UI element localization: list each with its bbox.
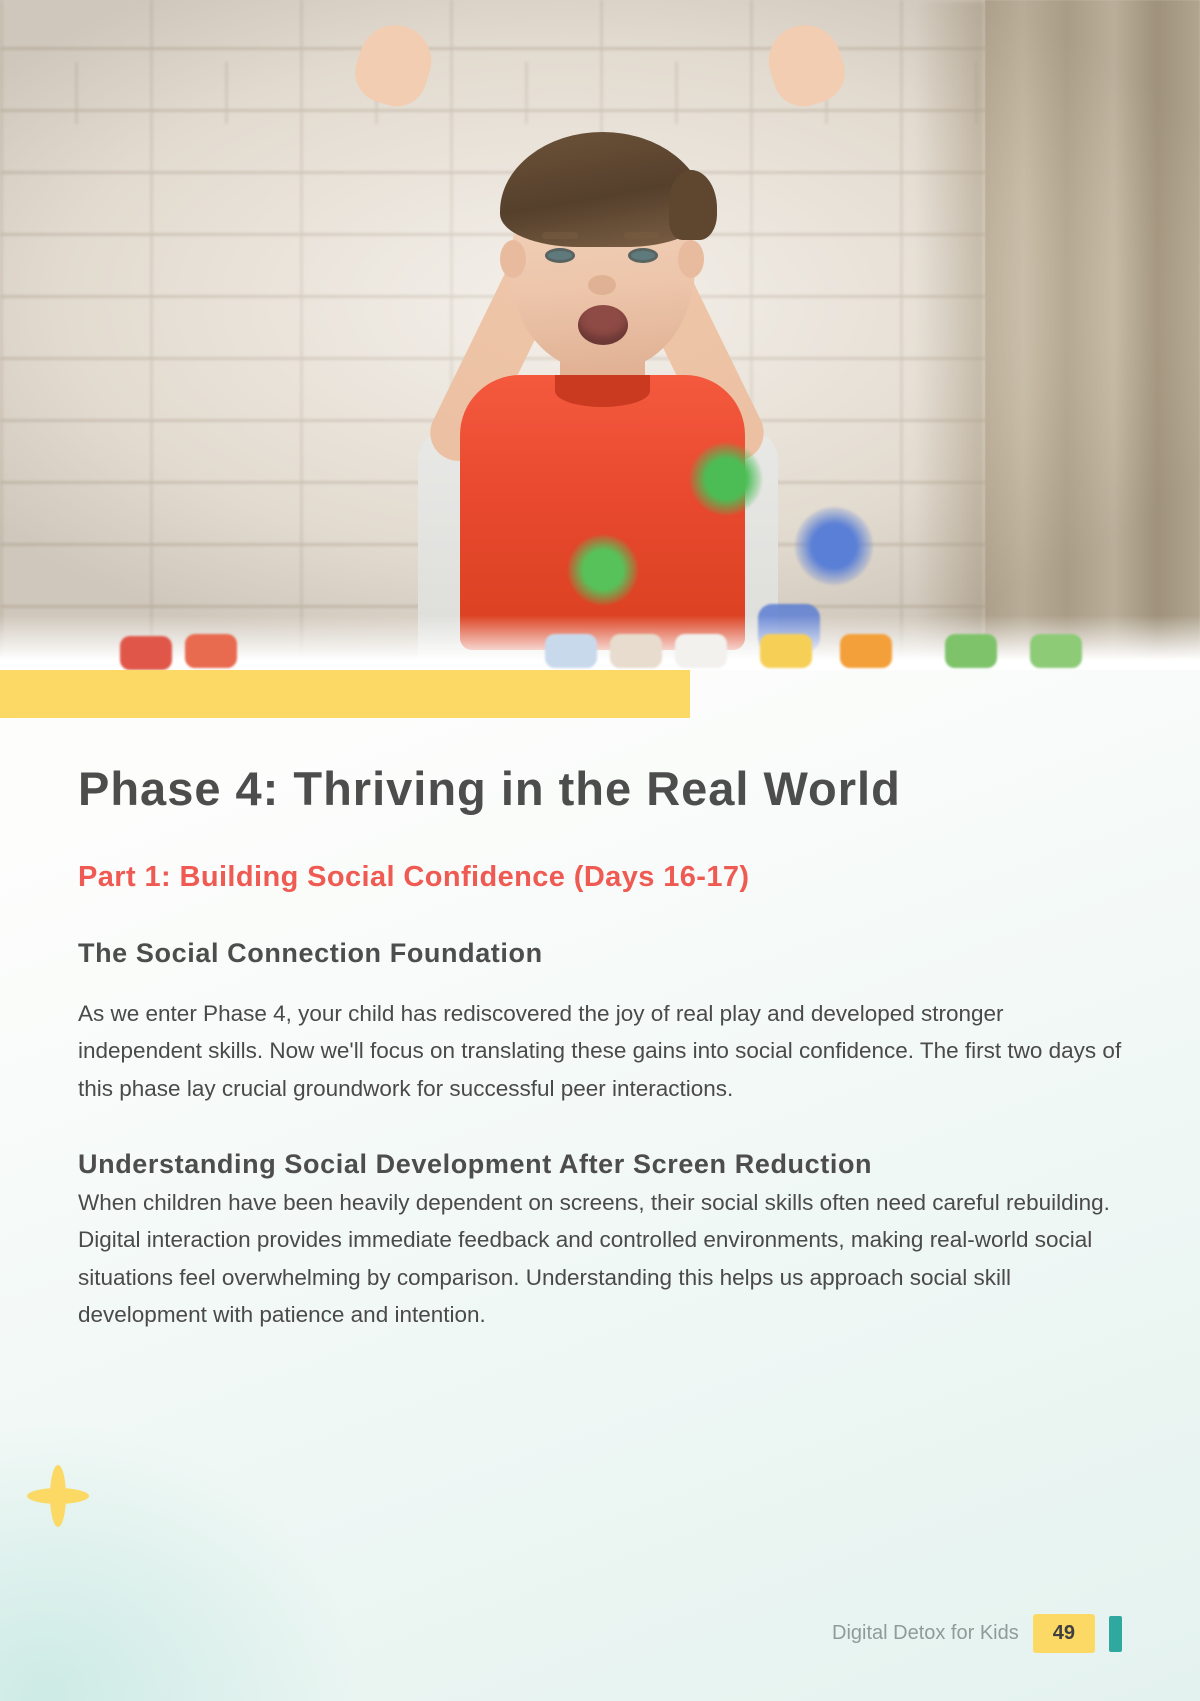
right-ear (678, 240, 704, 278)
page-title: Phase 4: Thriving in the Real World (78, 762, 901, 815)
yellow-accent-bar (0, 670, 690, 718)
child-figure (340, 120, 860, 670)
yellow-toy-block (760, 634, 812, 668)
beige-toy-block (610, 634, 662, 668)
blue-toy-flower (795, 507, 873, 585)
green-toy-flower-2 (690, 443, 762, 515)
shirt-collar (555, 375, 650, 407)
section-body-2: When children have been heavily dependent on screens, their social skills often need careful rebuilding. Digital interaction provides immediate feedback and controlled environments, making real-world social situations feel overwhelming by comparison. Understanding this helps us approach social skill development with patience and intention. (78, 1190, 1110, 1328)
hair (500, 132, 705, 247)
open-mouth (578, 305, 628, 345)
blue-gray-toy-block (545, 634, 597, 668)
page-footer (832, 1614, 1122, 1653)
orange-shirt (460, 375, 745, 650)
corner-glow (0, 1421, 360, 1701)
book-title: Digital Detox for Kids (832, 1622, 1019, 1644)
toy-row (0, 615, 1200, 670)
page-number: 49 (1033, 1614, 1095, 1653)
section-heading-1: The Social Connection Foundation (78, 937, 543, 968)
footer-tab-marker (1109, 1616, 1122, 1652)
section-body-1: As we enter Phase 4, your child has rediscovered the joy of real play and developed stronger independent skills. Now we'll focus on translating these gains into social confidence. The first two days of this phase lay crucial groundwork for successful peer interactions. (78, 1000, 1122, 1101)
hero-image (0, 0, 1200, 670)
white-toy-block (675, 634, 727, 668)
green-toy-block-2 (1030, 634, 1082, 668)
nose (588, 275, 616, 295)
left-eyebrow (542, 232, 578, 239)
left-ear (500, 240, 526, 278)
green-toy-block (945, 634, 997, 668)
page-content (78, 760, 1123, 1333)
orange-toy-block (840, 634, 892, 668)
part-heading: Part 1: Building Social Confidence (Days 16-17) (78, 860, 750, 893)
red-toy-block-2 (185, 634, 237, 668)
green-toy-flower (568, 535, 638, 605)
right-eye (628, 248, 658, 263)
red-toy-block (120, 636, 172, 670)
right-eyebrow (624, 232, 660, 239)
left-eye (545, 248, 575, 263)
sparkle-icon (28, 1466, 88, 1526)
section-heading-2: Understanding Social Development After Screen Reduction (78, 1148, 873, 1179)
hero-photo-background (0, 0, 1200, 670)
